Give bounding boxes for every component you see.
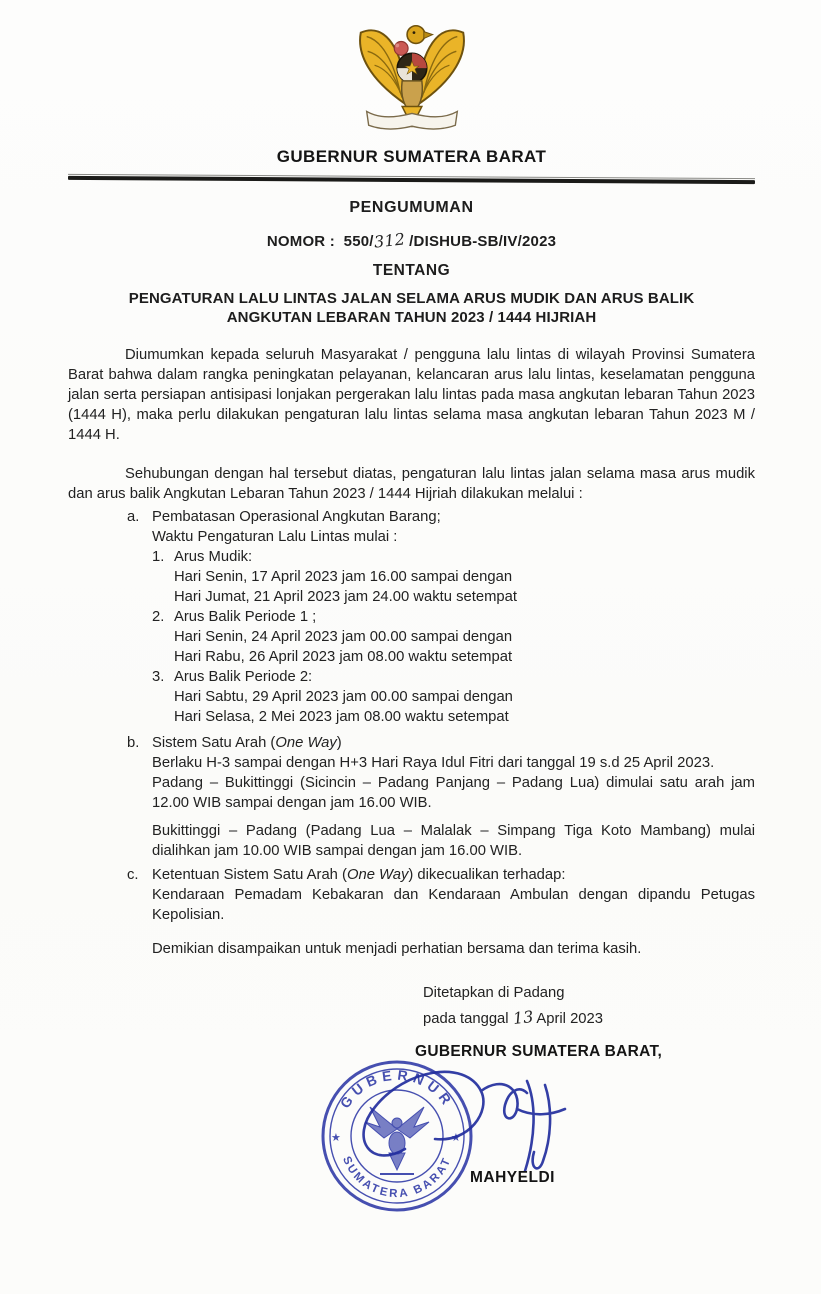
period-3-line-1: Hari Sabtu, 29 April 2023 jam 00.00 sampai dengan	[174, 689, 513, 705]
number-handwritten: 312	[372, 229, 406, 252]
list-item-c	[127, 865, 755, 925]
period-item-3	[152, 667, 755, 727]
period-2-marker: 2.	[152, 609, 165, 625]
period-3-title: Arus Balik Periode 2:	[174, 669, 313, 685]
item-c-title-italic: One Way	[346, 867, 409, 883]
signer-name: MAHYELDI	[470, 1169, 555, 1186]
stamp-star-right-icon: ★	[451, 1132, 461, 1144]
garuda-pancasila-icon	[351, 8, 473, 140]
number-suffix: /DISHUB-SB/IV/2023	[409, 233, 557, 250]
item-c-title	[152, 865, 755, 885]
number-label: NOMOR :	[266, 233, 335, 250]
period-3-line-2: Hari Selasa, 2 Mei 2023 jam 08.00 waktu setempat	[174, 709, 509, 725]
item-a-subtitle: Waktu Pengaturan Lalu Lintas mulai :	[152, 529, 398, 545]
item-c-marker: c.	[127, 867, 139, 883]
letterhead-divider	[68, 174, 755, 184]
signoff-date	[423, 1008, 603, 1029]
item-b-title-post: )	[336, 735, 342, 751]
doc-type-title: PENGUMUMAN	[349, 199, 474, 216]
stamp-arc-top-text: GUBERNUR	[336, 1066, 458, 1112]
document-number-line	[68, 231, 755, 253]
subject-line-1: PENGATURAN LALU LINTAS JALAN SELAMA ARUS MUDIK DAN ARUS BALIK	[128, 290, 695, 307]
item-b-marker: b.	[127, 735, 140, 751]
period-1-line-2: Hari Jumat, 21 April 2023 jam 24.00 waktu setempat	[174, 589, 517, 605]
item-a-title: Pembatasan Operasional Angkutan Barang;	[152, 509, 441, 525]
signoff-office-title: GUBERNUR SUMATERA BARAT,	[415, 1043, 663, 1060]
signature-block	[68, 983, 755, 1276]
item-b-para-2: Padang – Bukittinggi (Sicincin – Padang Panjang – Padang Lua) dimulai satu arah jam 12.00 WIB sampai dengan jam 16.00 WIB.	[152, 775, 755, 811]
period-1-line-1: Hari Senin, 17 April 2023 jam 16.00 sampai dengan	[174, 569, 513, 585]
item-b-title-pre: Sistem Satu Arah (	[152, 735, 276, 751]
period-1-title: Arus Mudik:	[174, 549, 253, 565]
number-prefix: 550/	[343, 233, 374, 250]
item-b-para-1: Berlaku H-3 sampai dengan H+3 Hari Raya Idul Fitri dari tanggal 19 s.d 25 April 2023.	[152, 755, 715, 771]
list-item-a	[127, 507, 755, 727]
closing-sentence: Demikian disampaikan untuk menjadi perhatian bersama dan terima kasih.	[152, 941, 642, 957]
stamp-star-left-icon: ★	[331, 1132, 341, 1144]
letterhead-title: GUBERNUR SUMATERA BARAT	[276, 147, 547, 166]
signoff-place: Ditetapkan di Padang	[423, 985, 565, 1001]
item-a-marker: a.	[127, 509, 140, 525]
period-2-line-1: Hari Senin, 24 April 2023 jam 00.00 sampai dengan	[174, 629, 513, 645]
list-item-b	[127, 733, 755, 861]
item-b-para-3: Bukittinggi – Padang (Padang Lua – Malalak – Simpang Tiga Koto Mambang) mulai dialihkan jam 10.00 WIB sampai dengan jam 16.00 WIB.	[152, 823, 755, 859]
signoff-date-suffix: April 2023	[536, 1011, 603, 1027]
item-c-title-pre: Ketentuan Sistem Satu Arah (	[152, 867, 347, 883]
signoff-date-prefix: pada tanggal	[423, 1011, 509, 1027]
stamp-arc-bottom-text: SUMATERA BARAT	[340, 1154, 454, 1201]
period-1-marker: 1.	[152, 549, 165, 565]
signoff-date-handwritten: 13	[511, 1006, 534, 1029]
period-2-title: Arus Balik Periode 1 ;	[174, 609, 317, 625]
second-paragraph: Sehubungan dengan hal tersebut diatas, pengaturan lalu lintas jalan selama masa arus mudik dan arus balik Angkutan Lebaran Tahun 2023 / 1444 Hijriah dilakukan melalui :	[68, 466, 755, 502]
about-label: TENTANG	[372, 262, 451, 279]
subject-line-2: ANGKUTAN LEBARAN TAHUN 2023 / 1444 HIJRIAH	[226, 309, 597, 326]
period-item-1	[152, 547, 755, 607]
period-2-line-2: Hari Rabu, 26 April 2023 jam 08.00 waktu setempat	[174, 649, 513, 665]
intro-paragraph: Diumumkan kepada seluruh Masyarakat / pengguna lalu lintas di wilayah Provinsi Sumatera Barat bahwa dalam rangka peningkatan pelayanan, kelancaran arus lalu lintas, keselamatan pengguna jalan serta persiapan antisipasi lonjakan pergerakan lalu lintas pada masa angkutan lebaran Tahun 2023 (1444 H), maka perlu dilakukan pengaturan lalu lintas selama masa angkutan lebaran Tahun 2023 M / 1444 H.	[68, 347, 755, 443]
item-c-title-post: ) dikecualikan terhadap:	[408, 867, 566, 883]
item-b-title	[152, 733, 755, 753]
item-c-body: Kendaraan Pemadam Kebakaran dan Kendaraan Ambulan dengan dipandu Petugas Kepolisian.	[152, 887, 755, 923]
period-item-2	[152, 607, 755, 667]
regulation-list	[127, 507, 755, 925]
period-3-marker: 3.	[152, 669, 165, 685]
subject-title	[68, 289, 755, 327]
item-b-title-italic: One Way	[275, 735, 337, 751]
emblem-wrap	[68, 8, 755, 140]
